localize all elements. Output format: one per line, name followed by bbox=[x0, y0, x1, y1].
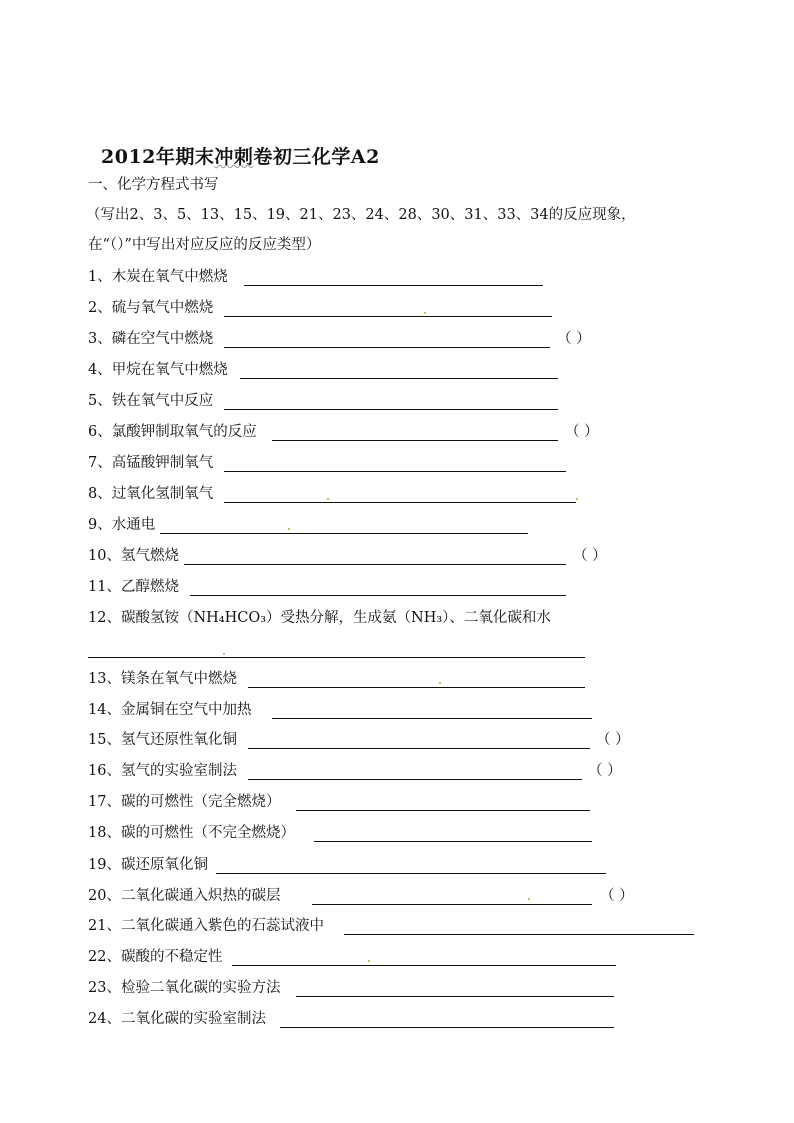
speck bbox=[576, 498, 578, 500]
question-item bbox=[88, 979, 280, 997]
question-label: 9、水通电 bbox=[88, 517, 156, 533]
reaction-type-blank[interactable]: （ ） bbox=[600, 888, 634, 904]
answer-blank[interactable] bbox=[216, 873, 606, 874]
question-item bbox=[88, 948, 222, 966]
answer-blank[interactable] bbox=[272, 440, 558, 441]
answer-blank[interactable] bbox=[224, 347, 550, 348]
speck bbox=[223, 653, 225, 655]
answer-blank[interactable] bbox=[224, 409, 558, 410]
question-item bbox=[88, 547, 179, 565]
answer-blank[interactable] bbox=[224, 471, 566, 472]
question-item bbox=[88, 516, 155, 534]
answer-blank[interactable] bbox=[296, 810, 590, 811]
answer-blank[interactable] bbox=[296, 996, 614, 997]
question-label: 8、过氧化氢制氧气 bbox=[88, 486, 214, 502]
question-item bbox=[88, 423, 257, 441]
question-label: 22、碳酸的不稳定性 bbox=[88, 949, 223, 965]
answer-blank[interactable] bbox=[240, 378, 558, 379]
answer-blank[interactable] bbox=[248, 748, 590, 749]
reaction-type-blank[interactable]: （ ） bbox=[557, 331, 591, 347]
answer-blank[interactable] bbox=[280, 1027, 614, 1028]
instruction-line-1: （写出2、3、5、13、15、19、21、23、24、28、30、31、33、34的反应现象， bbox=[86, 207, 636, 223]
question-item bbox=[88, 454, 213, 472]
question-item bbox=[88, 670, 237, 688]
question-label: 20、二氧化碳通入炽热的碳层 bbox=[88, 888, 281, 904]
question-label: 7、高锰酸钾制氧气 bbox=[88, 455, 214, 471]
question-item bbox=[88, 578, 179, 596]
question-label: 23、检验二氧化碳的实验方法 bbox=[88, 980, 281, 996]
question-label: 12、碳酸氢铵（NH₄HCO₃）受热分解，生成氨（NH₃）、二氧化碳和水 bbox=[88, 610, 551, 626]
question-label: 14、金属铜在空气中加热 bbox=[88, 702, 252, 718]
question-item bbox=[88, 824, 295, 842]
question-label: 24、二氧化碳的实验室制法 bbox=[88, 1011, 266, 1027]
question-label: 1、木炭在氧气中燃烧 bbox=[88, 269, 228, 285]
question-label: 19、碳还原氧化铜 bbox=[88, 857, 208, 873]
answer-blank[interactable] bbox=[314, 841, 592, 842]
answer-blank[interactable] bbox=[312, 904, 592, 905]
answer-blank[interactable] bbox=[244, 285, 543, 286]
answer-blank[interactable] bbox=[272, 718, 592, 719]
reaction-type-blank[interactable]: （ ） bbox=[588, 763, 622, 779]
answer-blank[interactable] bbox=[88, 657, 585, 658]
question-label: 4、甲烷在氧气中燃烧 bbox=[88, 362, 228, 378]
question-label: 15、氢气还原性氧化铜 bbox=[88, 732, 237, 748]
question-label: 11、乙醇燃烧 bbox=[88, 579, 179, 595]
question-label: 17、碳的可燃性（完全燃烧） bbox=[88, 794, 281, 810]
answer-blank[interactable] bbox=[248, 779, 582, 780]
question-label: 6、氯酸钾制取氧气的反应 bbox=[88, 424, 257, 440]
question-label: 16、氢气的实验室制法 bbox=[88, 763, 237, 779]
reaction-type-blank[interactable]: （ ） bbox=[573, 548, 607, 564]
answer-blank[interactable] bbox=[190, 595, 566, 596]
question-item bbox=[88, 731, 237, 749]
answer-blank[interactable] bbox=[248, 687, 585, 688]
question-label: 18、碳的可燃性（不完全燃烧） bbox=[88, 825, 295, 841]
question-label: 13、镁条在氧气中燃烧 bbox=[88, 671, 237, 687]
question-item bbox=[88, 701, 251, 719]
question-label: 2、硫与氧气中燃烧 bbox=[88, 300, 214, 316]
question-item bbox=[88, 917, 324, 935]
title-prefix: 2012年期末 bbox=[101, 146, 215, 168]
question-item bbox=[88, 330, 213, 348]
question-item bbox=[88, 299, 213, 317]
answer-blank[interactable] bbox=[224, 316, 552, 317]
section-heading: 一、化学方程式书写 bbox=[88, 177, 219, 193]
answer-blank[interactable] bbox=[160, 533, 528, 534]
question-item bbox=[88, 887, 280, 905]
answer-blank[interactable] bbox=[224, 502, 576, 503]
speck bbox=[327, 498, 329, 500]
question-item bbox=[88, 609, 551, 627]
answer-blank[interactable] bbox=[232, 965, 616, 966]
speck bbox=[424, 312, 426, 314]
question-label: 10、氢气燃烧 bbox=[88, 548, 179, 564]
title-squiggle: 冲刺 bbox=[214, 146, 254, 168]
page-title bbox=[101, 142, 380, 169]
question-item bbox=[88, 856, 208, 874]
instruction-line-2: 在“（）”中写出对应反应的反应类型） bbox=[88, 237, 321, 253]
speck bbox=[528, 898, 530, 900]
answer-blank[interactable] bbox=[184, 564, 566, 565]
question-item bbox=[88, 361, 228, 379]
question-label: 21、二氧化碳通入紫色的石蕊试液中 bbox=[88, 918, 324, 934]
reaction-type-blank[interactable]: （ ） bbox=[565, 424, 599, 440]
question-item bbox=[88, 1010, 266, 1028]
reaction-type-blank[interactable]: （ ） bbox=[596, 732, 630, 748]
answer-blank[interactable] bbox=[344, 934, 694, 935]
question-item bbox=[88, 793, 280, 811]
speck bbox=[368, 960, 370, 962]
question-label: 5、铁在氧气中反应 bbox=[88, 393, 214, 409]
speck bbox=[288, 528, 290, 530]
speck bbox=[439, 682, 441, 684]
question-item bbox=[88, 762, 237, 780]
question-label: 3、磷在空气中燃烧 bbox=[88, 331, 214, 347]
title-suffix: 卷初三化学A2 bbox=[253, 146, 380, 168]
question-item bbox=[88, 485, 213, 503]
question-item bbox=[88, 268, 228, 286]
question-item bbox=[88, 392, 213, 410]
